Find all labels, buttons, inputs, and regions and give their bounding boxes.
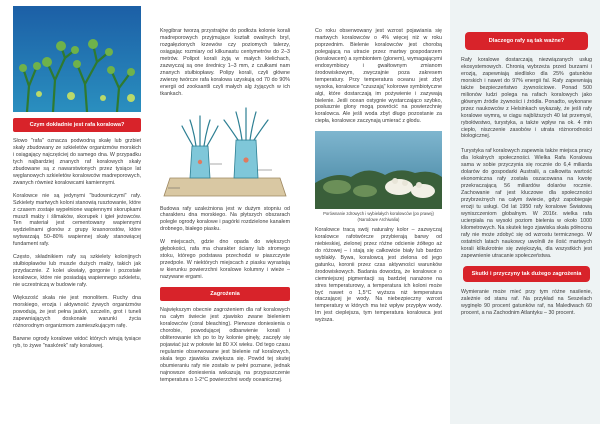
paragraph: Koralowce nie są jedynymi "budowniczymi" rafy. Szkielety martwych koloni stanowią rusztowanie, które z czasem zostaje wypełnione wapiennymi skorupkami muszli małży i ślimaków, skorupek i igieł jeżowców. Ten materiał jest cementowany wapiennymi wydzielinami glonów z grupy krasnorostów, które wytwarzają 50–80% wapiennej skały stanowiącej fundament rafy. — [13, 192, 141, 248]
paragraph: Większość skała nie jest monolitem. Ruchy dna morskiego, erozja i aktywność żywych organizmów powodują, że jest pełna jaskiń, szczelin, grot i tuneli zapewniających doskonałe warunki życia różnorodnym organizmom zamieszkującym rafę. — [13, 295, 141, 329]
paragraph: Rafy koralowe dostarczają niezwiązanych usług ekosystemowych. Chronią wybrzeża przed burzami i erozją, zapewniają siedlisko dla 25% gatunków morskich i nawet do 97% energii fal. Rafy zapewniają także bezpieczeństwo żywnościowe. Ponad 500 milionów ludzi polega na rafach koralowych jako głównym źródle żywności i źródła. Ponadto, wykonane przez naukowców z Helsinkach wykazały, że jeśli rafy koralowe wymrą, w ciągu najbliższych 40 lat przemysł, rybołówstwo, turystyka, a także wpływ na ok. 4 min ciepło, niszczenie zasobów i utrata różnorodności biologicznej. — [461, 57, 592, 140]
paragraph: Koralowce tracą swój naturalny kolor – zazwyczaj koralowce rafotwórcze przybierają barwy od niebieskiej, zielonej przez różne odcienie żółtego aż do różowej – i stają się całkowicie biały lub bardzo wyblakły. Bywa, koralowcą jest zielona od jego gatunku, koronii przez czas aktywności warunków środowiskowych. Badania dowodzą, że koralowce o ciemniejszej pigmentacji są bardziej narażone na stres temperaturowy, a temperatura ich koloni może być nawet o 1,5°C wyższa niż temperatura otaczającej je wody. Na niebezpieczny wzrost temperatury w których ma też wpływ przypływ wody. Im jest cieplejsza, tym temperatura koralowca jest wyższa. — [315, 226, 442, 324]
paragraph: Największym obecnie zagrożeniem dla raf koralowych na całym świecie jest zjawisko zwane bieleniem koralowców (coral bleaching). Pierwsze doniesienia o chorobie, powodującej odbarwienie korali i obliterowanie ich po to by kolonie ginęły, zaczęły się pojawiać już w połowie lat 80 XX wieku. Od tego czasu regularnie obserwowane jest bielenie raf koralowych, skala tego zjawiska zwiększa się. Powód tej skutej obumieraniu rafy nie zostało w pełni poznane, jednak najnowsze doniesienia wskazują na przypuszczenie temperatura o 1-2°C powierzchni wody oceanicznej. — [160, 307, 290, 383]
paragraph: Barwne ogrody koralowe widoć których wirują tysiące ryb, to żywe "naskórek" rafy koralowej. — [13, 335, 141, 349]
section-title-why-important: Dlaczego rafy są tak ważne? — [465, 32, 588, 50]
paragraph: W miejscach, gdzie dno opada do większych głębokości, rafa ma charakter ściany lub stromego stoku, którego podstawa przechodzi w piaszczyste przedpole. W niektórych miejscach z piasku wyrastają w kierunku powierzchni koralowe kolumny i wieże – nazywane ergami. — [160, 239, 290, 281]
paragraph: Często, składnikiem rafy są szkielety kolonijnych stułbiopławów lub muszle dużych małży, takich jak przydacznie. Z kolei ukwiały, gorgonie i pozostałe koralowce, które nie posiadają wapiennego szkieletu, nie uczestniczą w budowie rafy. — [13, 254, 141, 289]
column-4 — [450, 0, 600, 424]
paragraph: Wymieranie może mieć przy tym różne nasilenie, zależnie od stanu raf. Na przykład na Seszelach wyginęło 90 procent gatunków raf, na Malediwach 60 procent, a na Zachodnim Atlantyku – 30 procent. — [461, 288, 592, 316]
column-1 — [0, 0, 150, 424]
column-2 — [150, 0, 300, 424]
section-title-causes-effects: Skutki i przyczyny tak dużego zagrożenia — [463, 266, 590, 282]
paragraph: Kręgibrar tworzą przystrajów do podłoża kolonie korali madreporowych przyjmujące kształt owalnych bryl, rozgałęzionych krzewów czy poziomych talerzy, osiągając rozmiary od kilkunastu centymetrów do 2–3 metrów. Polipot korali żyją w małych kielichach, zazwyczaj są one średnicy 1–3 mm, z czułkami nam znanych stułbiopławy. Polipy korali, czyli główne zwierzę twórcze rafa koralowa uzyskują od 70 do 90% energii od zooksantli czyli małych alg żyjących w ich tkankach. — [160, 28, 290, 97]
paragraph: Turystyka raf koralowych zapewnia także miejsca pracy dla lokalnych społeczności. Wielka Rafa Koralowa sama w sobie przyczynia się rocznie do 6,4 miliarda dolarów do gospodarki Australii, a całkowita wartość ekonomiczna rafy została oszacowana na kwotę przekraczającą 56 miliardów dolarów rocznie. Zachowanie raf jest kluczowe dla społeczności przybrzeżnych na całym świecie, gdyż zapobiegaje erozji tu usługi. Od lat 1950 rafy koralowe Światową wyniszczeniom globalnym. W 2016r. wielka rafa ucierpiała na wysoki poziom bielenia w około 1000 kilometrowych. Na skutek tego zjawiska skała północna rafy nie może zdobyć się od wzrostu termicznego. W ostatnich latach naukowcy uwolnili że ilość martwych korali kilkukrotnie się zwiększyła, dla wszystkich jest zapewnienie utracanie społeczeństwa. — [461, 148, 592, 259]
section-title-threats: Zagrożenia — [160, 287, 290, 301]
figure-caption: Porównanie zdrowych i wybielałych koralowców (po prawej) (Narodowe Archiwalia) — [323, 211, 434, 222]
paragraph: Słowo "rafa" oznacza podwodną skałę lub grzbiet skały zbudowany ze szkieletów organizmów morskich i osiągający najczęściej do samego dna. W przypadku tych najbardziej znanych raf koralowych skały zbudowane są z nawarstwionych przez tysiące lat węglanowych szkieletów koralowców madreporowych, zwanych również koralowcami kamiennymi. — [13, 138, 141, 186]
bleached-coral-photo — [315, 131, 442, 209]
polyp-diagram — [160, 104, 290, 200]
column-3 — [300, 0, 450, 424]
coral-photo — [13, 6, 141, 112]
section-title-what-is-reef: Czym dokładnie jest rafa koralowa? — [13, 118, 141, 132]
paragraph: Co roku obserwowany jest wzrost pojawiania się martwych koralowców o 4% więcej niż w roku poprzednim. Bielenie koralowców jest chorobą polegającą na utracie przez martwy gospodarzem (koralowcem) a symbiontem (glonem), wymagającymi endosymbiozy i gwałtownym zmianom środowiskowym, zwyczajnie poza zakresem temperatury. Przy temperatura oceanu jest zbyt wysoka, koralowce "czuszają" kolorowe symbiotyczne algi, które dostarczają im pożywienie i zazywają bielenie. Jeśli ocean ostygnie wystarczająco szybko, posłusznie glony mogą powrócić na powierzchnię koralowca. Ale jeśli woda zbyt długo pozostanie za ciepła, koralowce zaczynają umierać z głodu. — [315, 28, 442, 125]
paragraph: Budowa rafy uzależniona jest w dużym stopniu od charakteru dna morskiego. Na płytszych obszarach polegle ogrody koralowe i pagórki rozdzielone kanałem drobnego, białego piasku. — [160, 205, 290, 233]
